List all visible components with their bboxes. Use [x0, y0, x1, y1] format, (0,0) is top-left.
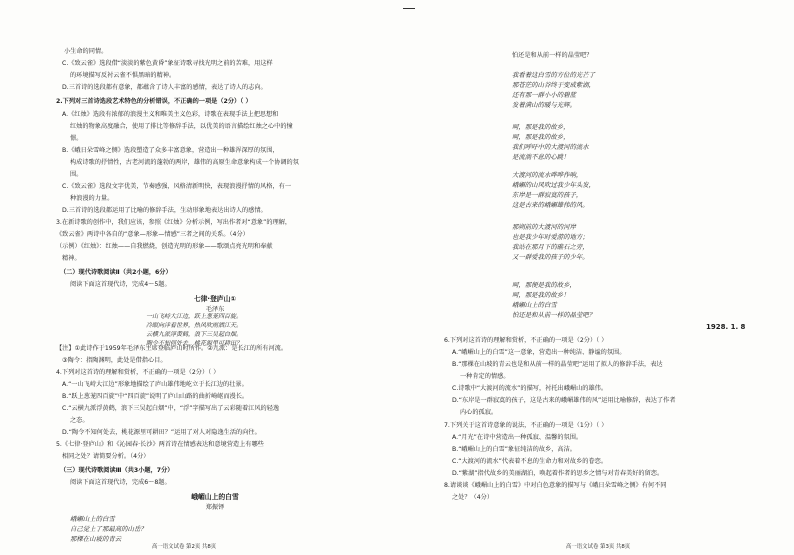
text-line: 阅读下面这首现代诗，完成4～5题。 [70, 281, 171, 288]
poem2-stanza-line: 峨嵋山上的白雪 [512, 301, 557, 309]
page-footer: 高一语文试卷 第3页 共8页 [566, 544, 631, 550]
poem2-stanza-line: 呵，那是我的故乡！ [512, 291, 570, 299]
text-line: 红烛的物象高度融合，使用了排比等修辞手法，以优美的语言描绘红烛之心中的憧 [70, 123, 293, 130]
poem2-stanza-line: 呵，那是我的故乡， [512, 123, 570, 131]
text-line: 《致云雀》两诗中各自的“意象—形象—情感”三者之间的关系。（4分） [56, 231, 249, 238]
poem2-stanza-line: 那苍茫的山谷终于变成紫湖， [512, 81, 596, 89]
text-line: 小生命的同情。 [64, 48, 108, 55]
poem2-stanza-line: 呵，那是我的故乡， [512, 133, 570, 141]
poem2-stanza-line: 还有那一群小小的碧蓝 [512, 91, 576, 99]
poem2-stanza-line: 那朔前的大渡河的河岸 [512, 223, 576, 231]
poem2-stanza-line: 是流淌不息的心跳！ [512, 153, 570, 161]
text-line: 3.在新诗歌的创作中，我们应该，参照《红烛》分析示例，写出作者对“意象”的理解， [56, 219, 292, 226]
text-line: D.三首诗的选段都运用了比喻的修辞手法，生动形象地表达出诗人的感情。 [62, 207, 267, 214]
poem2-line: 峨嵋山上的白雪 [70, 515, 115, 523]
text-line: A.“峨嵋山上的白雪”这一意象，营造出一种纯洁、静谧的氛围。 [452, 349, 626, 356]
text-line: 之处？（4分） [452, 494, 494, 501]
text-line: 6.下列对这首诗的理解和赏析，不正确的一项是（2分）（ ） [444, 337, 608, 344]
text-line: A.《红烛》选段有浓郁的浪漫主义和唯美主义色彩，诗歌在表现手法上把思想和 [62, 111, 279, 118]
text-line: 之态。 [70, 417, 89, 424]
poem1-line: 一山飞峙大江边，跃上葱茏四百旋。 [146, 313, 243, 320]
poem2-stanza-line: 这是古来的峨嵋雄伟的风。 [512, 201, 589, 209]
text-line: A.“月光”在诗中营造出一种孤寂、温馨的氛围。 [452, 434, 583, 441]
text-line: C.“大渡河的流水”代表着不息的生命力和对故乡的眷恋。 [452, 458, 608, 465]
text-line: 【注】①此诗作于1959年毛泽东主席登临庐山时所作。②九派：是长江的所有河流。 [56, 345, 288, 352]
poem2-stanza-line: 怕还是和从前一样的晶莹吧？ [512, 311, 596, 319]
text-line: D.“紫湖”指代故乡的美丽湖泊，唤起着作者的思乡之情与对青春美好的留恋。 [452, 470, 664, 477]
poem2-stanza-line: 发着满山的暖与光辉。 [512, 101, 576, 109]
text-line: 4.下列对这首诗的理解和赏析，不正确的一项是（2分）（ ） [56, 369, 220, 376]
text-line: （示例）《红烛》：红烛——自我燃烧，创造光明的形象——歌颂点亮光明和奉献 [56, 243, 273, 250]
text-line: 种浪漫的力量。 [70, 195, 114, 202]
poem2-line: 那棵在山坡的青云 [70, 535, 122, 543]
poem2-stanza-line: 大渡河的流水哗哗作响， [512, 171, 583, 179]
text-line: C.“云横九派浮黄鹤，浪下三吴起白烟”中，“浮”字描写出了云彩随着江风的轻逸 [62, 405, 280, 412]
poem2-continued-line: 怕还是和从前一样的晶莹吧？ [512, 52, 593, 59]
poem1-line: 陶令不知何处去，桃花源里可耕田？ [146, 340, 243, 347]
poem-date: 1928. 1. 8 [706, 323, 746, 331]
poem1-line: 云横九派浮黄鹤，浪下三吴起白烟。 [146, 331, 243, 338]
top-dash-mark [403, 8, 415, 9]
poem1-title: 七律·登庐山① [193, 295, 237, 303]
poem2-author: 郑振铎 [205, 504, 225, 511]
text-line: 一种肯定的情感。 [460, 373, 510, 380]
text-line: B.《峨日朵雪峰之侧》选段塑造了众多丰富意象，营造出一种雄浑深厚的氛围， [62, 147, 279, 154]
text-line: （二）现代诗歌阅读Ⅱ（共2小题，6分） [60, 269, 172, 276]
text-line: D.“陶令不知何处去，桃花源里可耕田？”运用了对人对隐逸生活的向往。 [62, 429, 261, 436]
poem2-stanza-line: 我站在那月下的礁石之旁， [512, 243, 589, 251]
page-footer: 高一语文试卷 第2页 共8页 [152, 544, 217, 550]
text-line: B.“峨嵋山上的白雪”象征纯洁的故乡，高洁。 [452, 446, 576, 453]
text-line: 相同之处？请简要分析。（4分） [62, 453, 150, 460]
text-line: 2.下列对三首诗选段艺术特色的分析错误，不正确的一项是（2分）（ ） [56, 98, 252, 105]
text-line: 精神。 [62, 255, 81, 262]
poem2-line: 自己觉上了那最高的山岳？ [70, 525, 147, 533]
text-line: D.“东岸是一群寂寞的孩子，这是古来的峨嵋雄伟的风”运用比喻修辞，表达了作者 [452, 397, 676, 404]
text-line: D.三首诗的选段都有意象，都蕴含了诗人丰富的感情，表达了诗人的志向。 [62, 84, 267, 91]
text-line: 憬。 [70, 135, 83, 142]
poem2-stanza-line: 也是我少年时爱游的地方； [512, 233, 589, 241]
text-line: 阅读下面这首现代诗，完成6～8题。 [70, 479, 171, 486]
poem1-line: 冷眼向洋看世界，热风吹雨洒江天。 [146, 322, 243, 329]
poem2-title: 峨嵋山上的白雪 [191, 493, 239, 501]
poem2-stanza-line: 峨嵋的山风吹过我少年头发， [512, 181, 596, 189]
text-line: A.“一山飞峙大江边”形象地描绘了庐山雄伟地屹立于长江边的壮景。 [62, 381, 248, 388]
text-line: C.诗歌中“大渡河的流水”的描写，衬托出峨嵋山的雄伟。 [452, 385, 608, 392]
text-line: ③陶令：指陶渊明，此处是借指心目。 [62, 357, 167, 364]
text-line: 围。 [70, 171, 83, 178]
text-line: C.《致云雀》选段文字优美，节奏感强，风格清新明快，表现浪漫抒情的风格，有一 [62, 183, 292, 190]
text-line: 7.下列关于这首诗意象的说法，不正确的一项是（1分）（ ） [444, 422, 608, 429]
poem2-stanza-line: 我看着这白雪的方位的光芒了 [512, 71, 596, 79]
poem2-stanza-line: 我们呼吁中的大渡河的流水 [512, 143, 589, 151]
text-line: B.“跃上葱茏四百旋”中“四百旋”说明了庐山山路的曲折崎岖而漫长。 [62, 393, 249, 400]
text-line: B.“那棵在山坡的青云也是和从前一样的晶莹吧”运用了拟人的修辞手法，表达 [452, 361, 663, 368]
text-line: 5.《七律·登庐山》和《沁园春·长沙》两首诗在情感表达和意境营造上有哪些 [56, 441, 264, 448]
poem2-stanza-line: 呵，那便是我的故乡， [512, 281, 576, 289]
text-line: 的环境描写反衬云雀不惧黑暗的精神。 [70, 72, 176, 79]
poem2-stanza-line: 东岸是一群寂寞的孩子， [512, 191, 583, 199]
poem2-stanza-line: 又一群爱我的孩子的少年。 [512, 253, 589, 261]
text-line: 构成诗歌的抒情性，古老河流的蓬勃的两岸，雄伟的高原生命意象构成一个协调的氛 [70, 159, 299, 166]
text-line: 内心的孤寂。 [460, 409, 498, 416]
text-line: 8.请谈谈《峨嵋山上的白雪》中对白色意象的描写与《峨日朵雪峰之侧》有何不同 [444, 482, 667, 489]
text-line: （三）现代诗歌阅读Ⅲ（共3小题，7分） [60, 467, 174, 474]
text-line: C.《致云雀》选段借“淡淡的紫色黄昏”象征诗歌寻找光明之前的苦难，用这样 [62, 60, 273, 67]
poem1-author: 毛泽东 [205, 306, 225, 313]
